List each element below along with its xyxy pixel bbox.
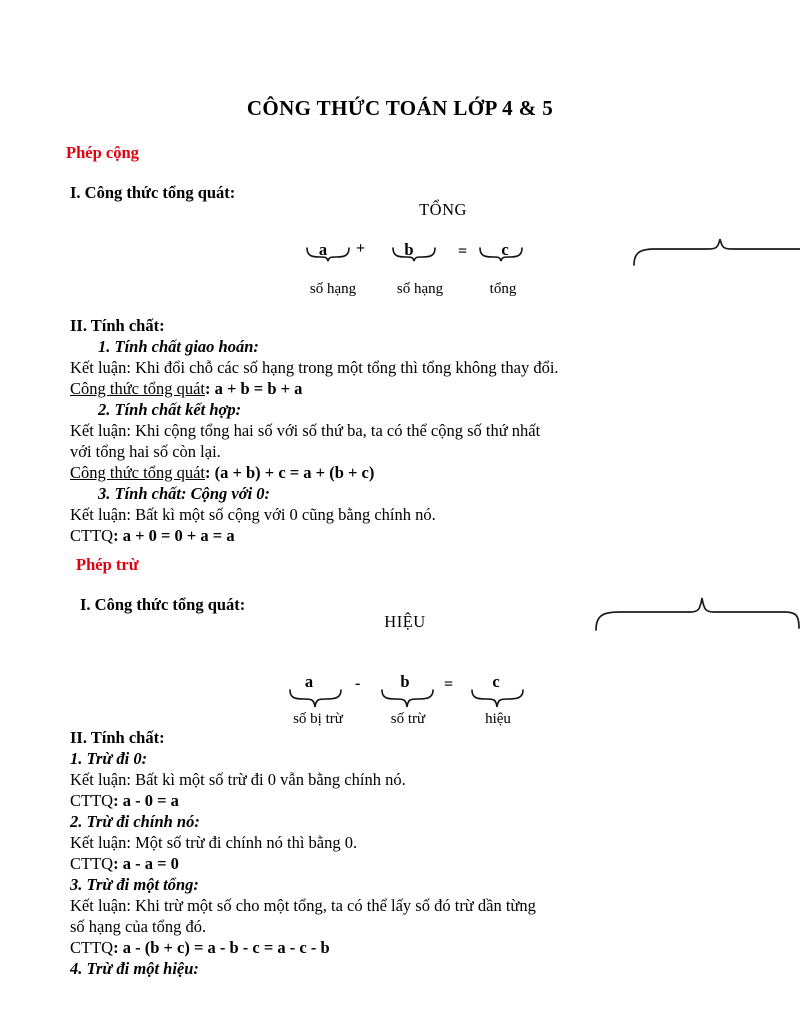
subtraction-property-3-name: 3. Trừ đi một tổng: [70,875,199,894]
conclusion-text: Khi cộng tổng hai số với số thứ ba, ta có thể cộng số thứ nhất [130,421,541,440]
addition-label-so-hang-2: số hạng [396,281,444,297]
formula-text: : a - 0 = a [113,791,179,810]
conclusion-text: Bất kì một số cộng với 0 cũng bằng chính nó. [130,505,436,524]
conclusion-text: Khi trừ một số cho một tổng, ta có thể lấy số đó trừ dần từng [130,896,536,915]
addition-property-3-formula [70,525,235,546]
formula-text: : a - (b + c) = a - b - c = a - c - b [113,938,330,957]
subtraction-label-so-tru: số trừ [390,711,426,727]
decorative-brace-right-addition [630,225,800,267]
subtraction-operator-minus: - [355,675,361,692]
addition-brace-c [479,244,523,262]
addition-property-3-name: 3. Tính chất: Cộng với 0: [98,484,271,503]
subtraction-operator-equals: = [444,676,454,693]
addition-diagram-caption: TỔNG [419,200,467,219]
subtraction-term-b: b [400,672,410,691]
addition-operator-plus: + [356,240,366,257]
formula-label: CTTQ [70,854,114,873]
subtraction-brace-c [470,689,526,709]
conclusion-label: Kết luận: [70,421,131,440]
subtraction-term-c: c [492,672,500,691]
addition-property-1-name: 1. Tính chất giao hoán: [98,337,259,356]
formula-label: CTTQ [70,938,114,957]
addition-brace-b [392,244,436,262]
addition-property-2-name: 2. Tính chất kết hợp: [98,400,242,419]
conclusion-label: Kết luận: [70,505,131,524]
conclusion-text: Bất kì một số trừ đi 0 vẫn bằng chính nó. [130,770,406,789]
subtraction-label-so-bi-tru: số bị trừ [293,711,343,727]
subtraction-term-a: a [304,672,314,691]
addition-term-b: b [404,240,414,259]
addition-property-2-conclusion-line2: với tổng hai số còn lại. [70,442,221,461]
subtraction-property-3-conclusion [70,895,536,916]
addition-term-c: c [501,240,509,259]
subtraction-property-1-conclusion [70,769,406,790]
addition-term-a: a [318,240,328,259]
subtraction-brace-a [288,689,344,709]
addition-operator-equals: = [458,243,468,260]
subtraction-properties-heading: II. Tính chất: [70,728,165,747]
addition-property-2-conclusion [70,420,540,441]
subtraction-property-2-name: 2. Trừ đi chính nó: [70,812,200,831]
subtraction-property-1-formula [70,790,179,811]
decorative-brace-right-subtraction [592,588,800,632]
subtraction-property-3-formula [70,937,330,958]
formula-label: Công thức tổng quát [70,463,205,482]
subtraction-property-1-name: 1. Trừ đi 0: [70,749,148,768]
formula-label: Công thức tổng quát [70,379,205,398]
subtraction-label-hieu: hiệu [485,711,511,727]
subtraction-property-2-formula [70,853,179,874]
section-heading-addition: Phép cộng [66,143,139,162]
subtraction-property-3-conclusion-line2: số hạng của tổng đó. [70,917,207,936]
addition-property-1-formula [70,378,302,399]
subtraction-property-4-name: 4. Trừ đi một hiệu: [70,959,199,978]
addition-properties-heading: II. Tính chất: [70,316,165,335]
subtraction-brace-b [380,689,436,709]
formula-label: CTTQ [70,526,114,545]
addition-formula-heading: I. Công thức tổng quát: [70,183,236,202]
subtraction-diagram-caption: HIỆU [384,612,426,631]
formula-text: : a + 0 = 0 + a = a [113,526,235,545]
conclusion-label: Kết luận: [70,896,131,915]
conclusion-text: Một số trừ đi chính nó thì bằng 0. [130,833,358,852]
formula-text: : (a + b) + c = a + (b + c) [204,463,375,482]
formula-text: : a + b = b + a [204,379,303,398]
addition-label-so-hang-1: số hạng [309,281,357,297]
subtraction-formula-heading: I. Công thức tổng quát: [80,595,246,614]
page-title: CÔNG THỨC TOÁN LỚP 4 & 5 [246,96,554,120]
subtraction-property-2-conclusion [70,832,357,853]
addition-label-tong: tổng [489,281,517,297]
conclusion-label: Kết luận: [70,833,131,852]
conclusion-text: Khi đổi chỗ các số hạng trong một tổng thì tổng không thay đổi. [130,358,559,377]
addition-brace-a [306,244,350,262]
addition-property-3-conclusion [70,504,436,525]
conclusion-label: Kết luận: [70,770,131,789]
formula-label: CTTQ [70,791,114,810]
addition-property-1-conclusion [70,357,559,378]
conclusion-label: Kết luận: [70,358,131,377]
formula-text: : a - a = 0 [113,854,179,873]
addition-property-2-formula [70,462,374,483]
section-heading-subtraction: Phép trừ [76,555,139,574]
